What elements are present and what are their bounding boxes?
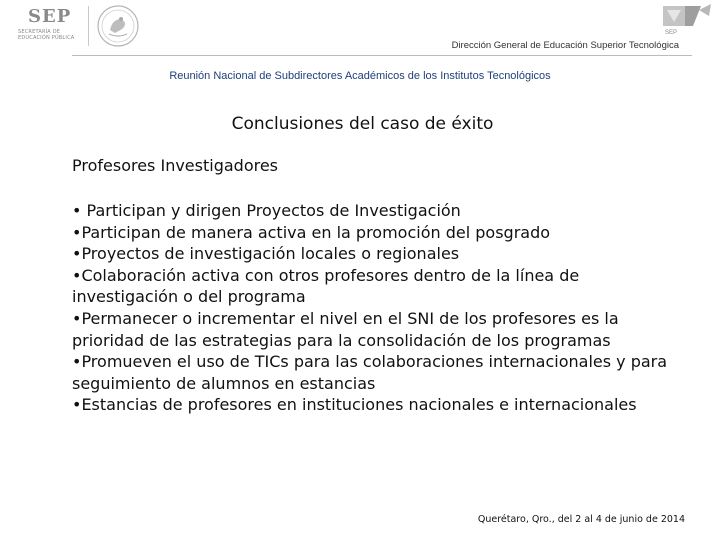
event-date: Querétaro, Qro., del 2 al 4 de junio de 2014 [477, 514, 685, 525]
bullet-list [72, 200, 672, 416]
sep-logo-text: SEP [28, 6, 72, 27]
bullet-item: • Participan y dirigen Proyectos de Investigación [72, 201, 461, 220]
bullet-item: •Permanecer o incrementar el nivel en el SNI de los profesores es la prioridad de las estrategias para la consolidación de los programas [72, 308, 619, 350]
logo-divider [88, 6, 89, 46]
bullet-item: •Promueven el uso de TICs para las colaboraciones internacionales y para seguimiento de alumnos en estancias [72, 352, 668, 393]
directorate-name: Dirección General de Educación Superior Tecnológica [451, 40, 679, 51]
meeting-title: Reunión Nacional de Subdirectores Académicos de los Institutos Tecnológicos [169, 70, 551, 82]
mexico-coat-of-arms-icon [96, 4, 140, 48]
bullet-item: •Estancias de profesores en instituciones nacionales e internacionales [72, 395, 637, 415]
slide-header [0, 0, 720, 70]
sep-logo-subtitle: SECRETARÍA DE EDUCACIÓN PÚBLICA [18, 29, 75, 41]
bullet-item: •Participan de manera activa en la promoción del posgrado [72, 222, 551, 242]
svg-text:SEP: SEP [665, 30, 678, 36]
bullet-item: •Colaboración activa con otros profesores dentro de la línea de investigación o del programa [72, 265, 580, 307]
slide-subtitle: Profesores Investigadores [72, 156, 279, 175]
sep-logo [8, 4, 83, 44]
slide-title: Conclusiones del caso de éxito [231, 114, 494, 134]
sep-technological-education-logo-icon [655, 2, 717, 38]
header-rule [72, 55, 692, 56]
bullet-item: •Proyectos de investigación locales o regionales [72, 244, 460, 264]
